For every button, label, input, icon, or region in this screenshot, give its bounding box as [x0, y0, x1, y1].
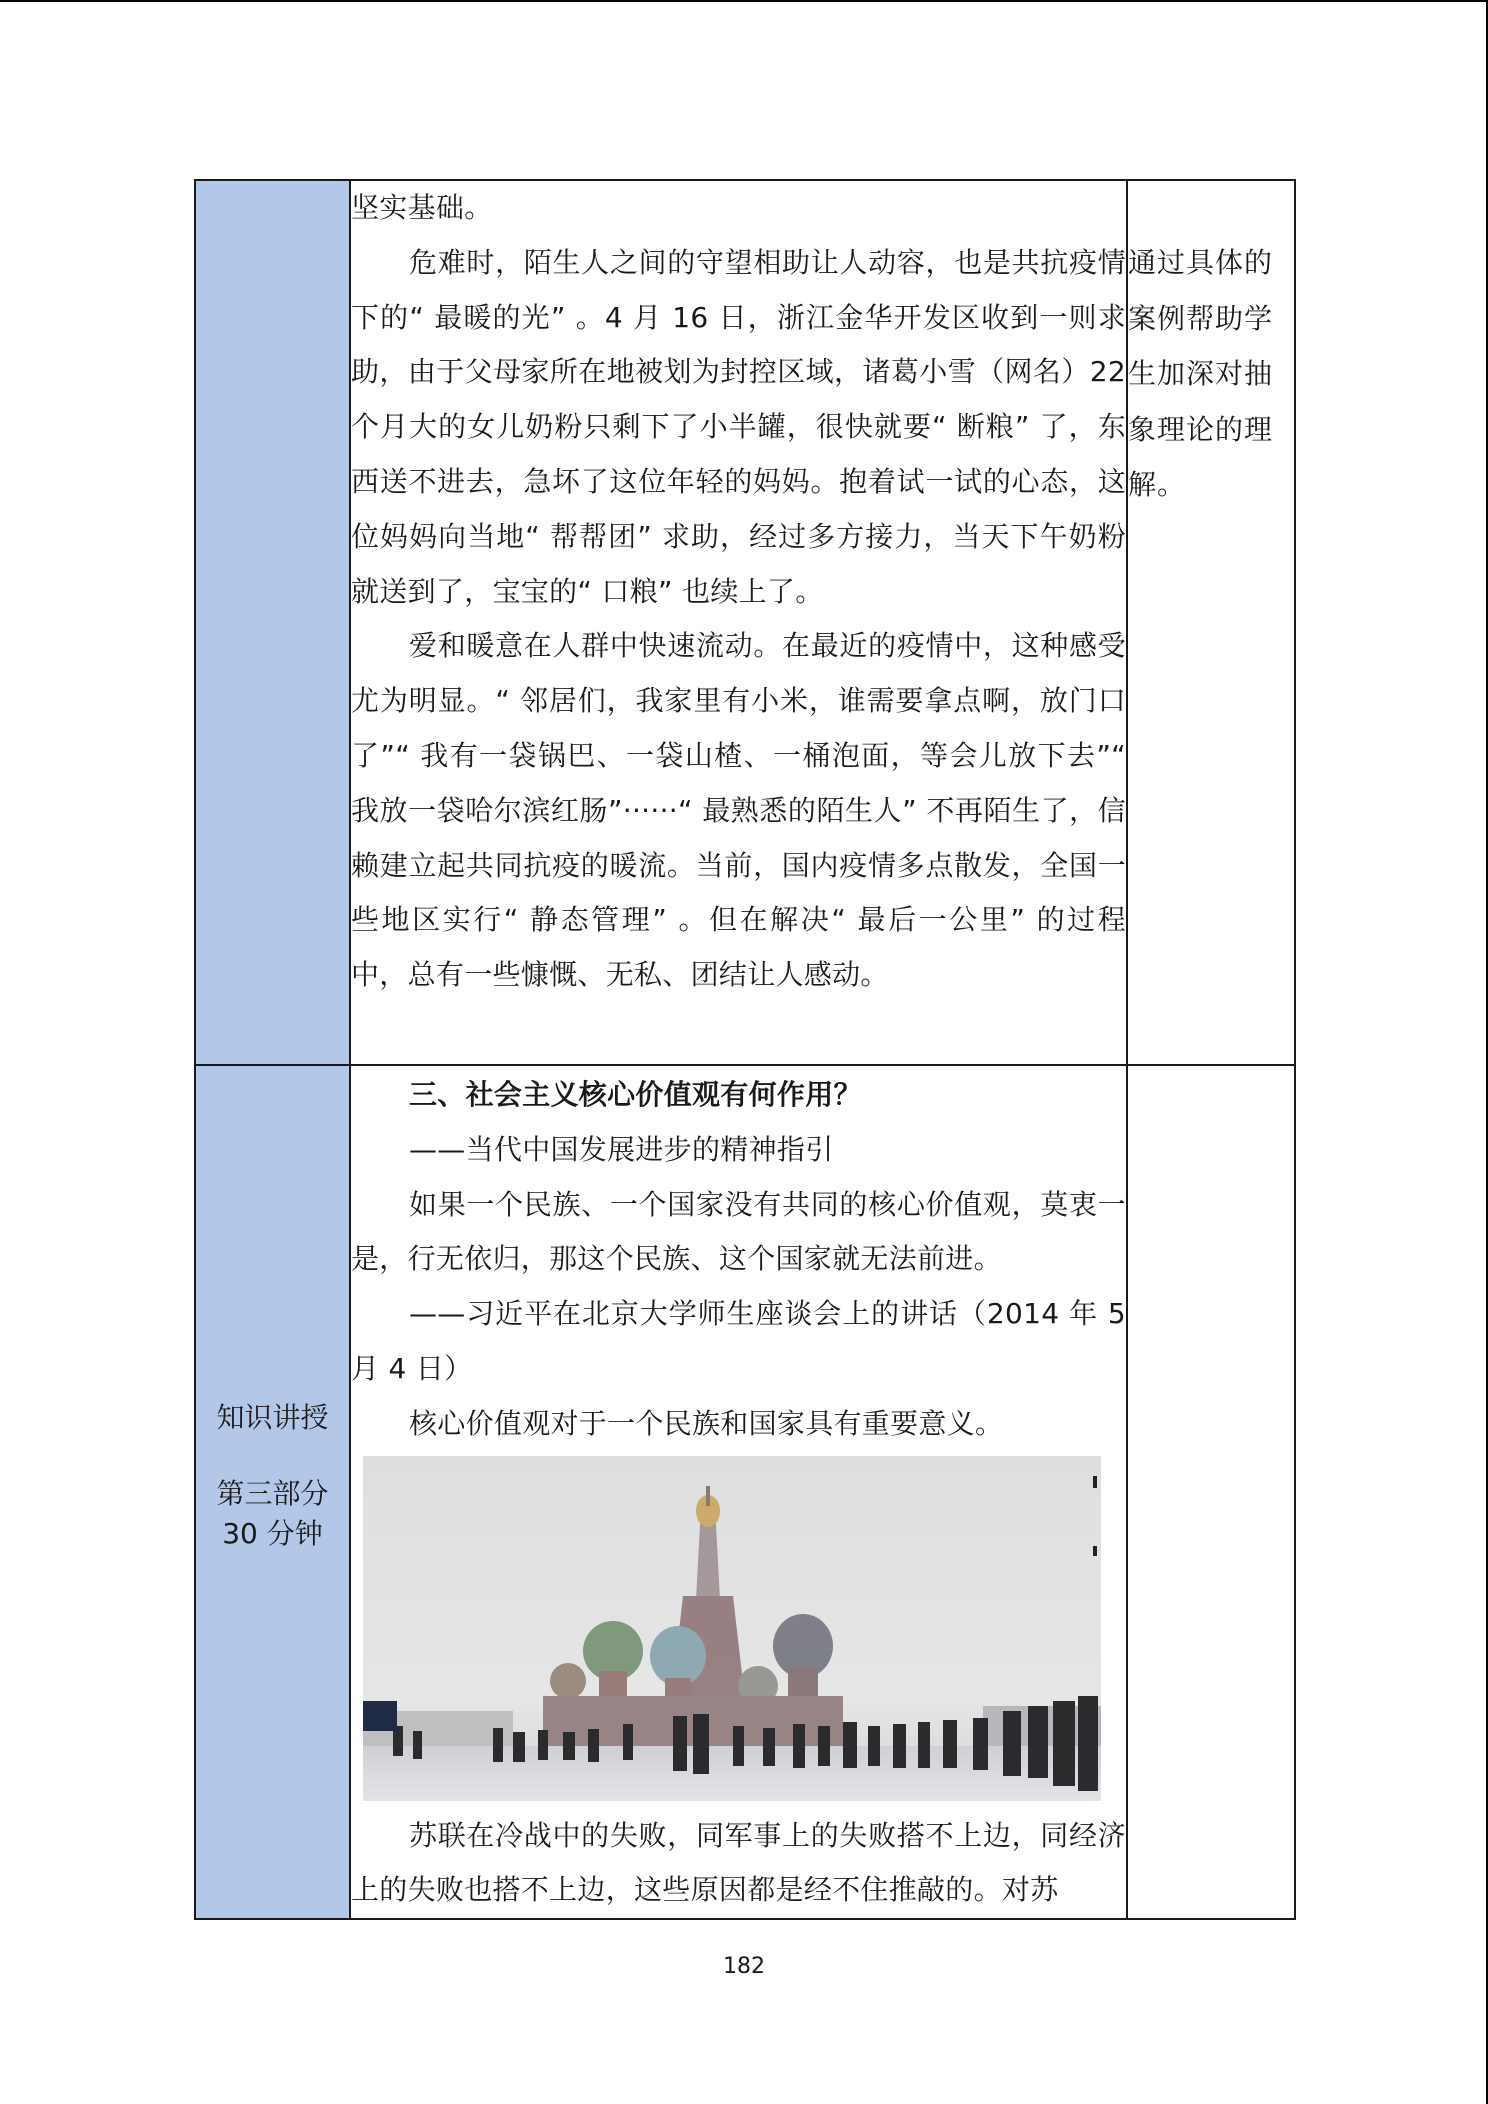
table-row: [195, 180, 1295, 1065]
lesson-plan-table: [194, 179, 1296, 1920]
section-heading: 三、社会主义核心价值观有何作用？: [409, 1078, 862, 1111]
paragraph: 危难时，陌生人之间的守望相助让人动容，也是共抗疫情下的“ 最暖的光” 。4 月 16 日，浙江金华开发区收到一则求助，由于父母家所在地被划为封控区域，诸葛小雪（网名）22 个月大的女儿奶粉只剩下了小半罐，很快就要“ 断粮” 了，东西送不进去，急坏了这位年轻的妈妈。抱着试一试的心态，这位妈妈向当地“ 帮帮团” 求助，经过多方接力，当天下午奶粉就送到了，宝宝的“ 口粮” 也续上了。: [351, 245, 1126, 608]
section-title: 知识讲授: [216, 1401, 329, 1434]
note-cell: [1127, 1065, 1295, 1919]
content-cell: [350, 1065, 1127, 1919]
red-square-photo: [363, 1456, 1101, 1801]
quote-source: ——习近平在北京大学师生座谈会上的讲话（2014 年 5 月 4 日）: [351, 1297, 1126, 1385]
paragraph: 坚实基础。: [351, 191, 493, 224]
paragraph: 爱和暖意在人群中快速流动。在最近的疫情中，这种感受尤为明显。“ 邻居们，我家里有小米，谁需要拿点啊，放门口了”“ 我有一袋锅巴、一袋山楂、一桶泡面，等会儿放下去”“ 我放一袋哈尔滨红肠”······“ 最熟悉的陌生人” 不再陌生了，信赖建立起共同抗疫的暖流。当前，国内疫情多点散发，全国一些地区实行“ 静态管理” 。但在解决“ 最后一公里” 的过程中，总有一些慷慨、无私、团结让人感动。: [351, 629, 1126, 992]
note-cell: [1127, 180, 1295, 1065]
page-top-border: [0, 0, 1488, 2]
quote-text: 如果一个民族、一个国家没有共同的核心价值观，莫衷一是，行无依归，那这个民族、这个国家就无法前进。: [351, 1187, 1126, 1276]
closing-paragraph: 苏联在冷战中的失败，同军事上的失败搭不上边，同经济上的失败也搭不上边，这些原因都是经不住推敲的。对苏: [351, 1818, 1126, 1907]
table-row: [195, 1065, 1295, 1919]
section-duration: 30 分钟: [222, 1517, 323, 1550]
content-cell: [350, 180, 1127, 1065]
section-part: 第三部分: [216, 1477, 329, 1510]
page-number: 182: [723, 1954, 765, 1979]
side-cell: [195, 180, 350, 1065]
statement-text: 核心价值观对于一个民族和国家具有重要意义。: [409, 1406, 1004, 1440]
side-cell: [195, 1065, 350, 1919]
section-subheading: ——当代中国发展进步的精神指引: [409, 1132, 834, 1166]
teaching-note: 通过具体的案例帮助学生加深对抽象理论的理解。: [1128, 246, 1274, 501]
